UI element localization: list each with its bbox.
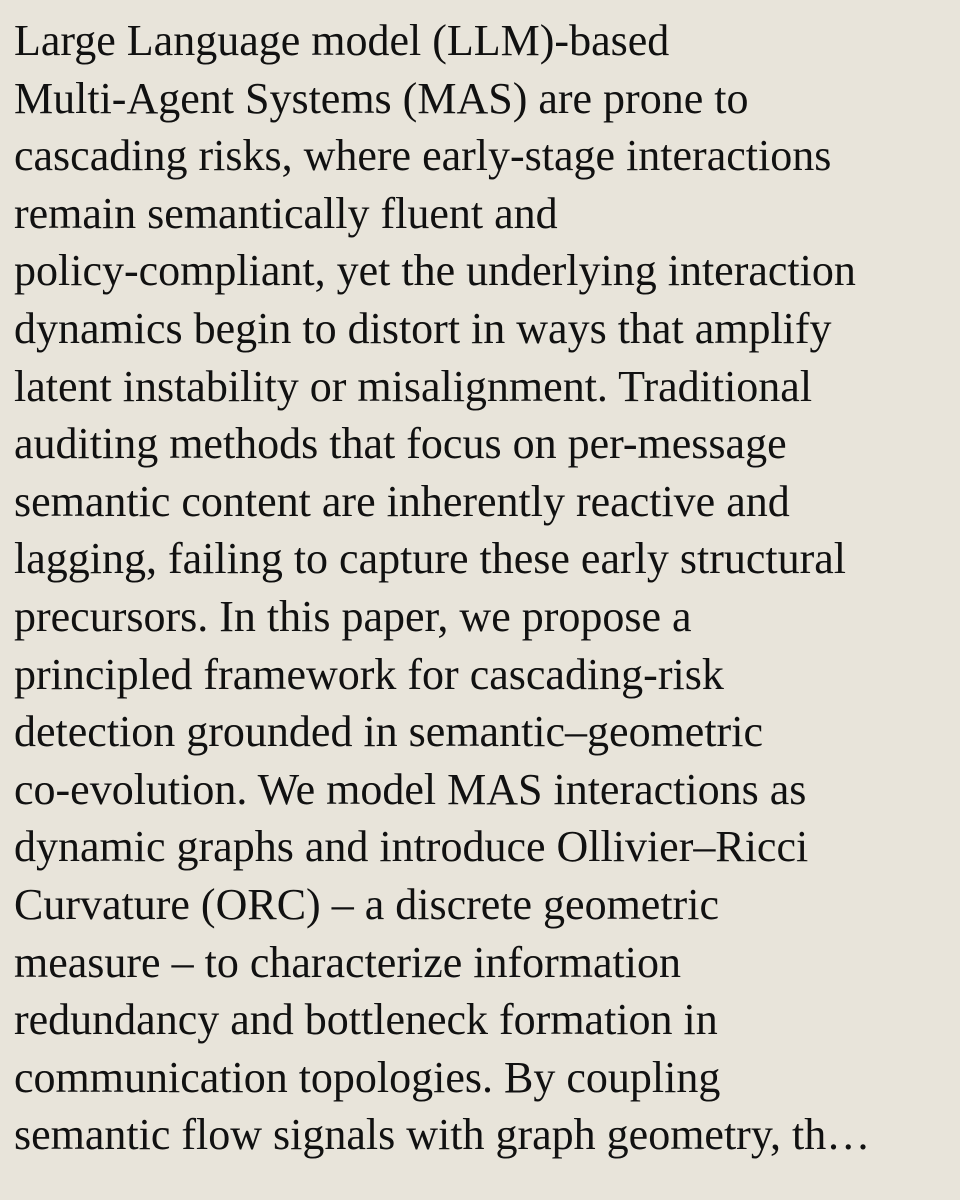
text-line: redundancy and bottleneck formation in [14, 995, 718, 1045]
text-line: Multi-Agent Systems (MAS) are prone to [14, 73, 749, 123]
text-line: latent instability or misalignment. Traditional [14, 361, 813, 411]
text-line: dynamics begin to distort in ways that amplify [14, 303, 832, 353]
text-line: communication topologies. By coupling [14, 1052, 721, 1102]
text-line: detection grounded in semantic–geometric [14, 707, 763, 757]
text-line: remain semantically fluent and [14, 188, 558, 238]
text-line: Large Language model (LLM)-based [14, 16, 670, 65]
text-line: co-evolution. We model MAS interactions as [14, 764, 807, 814]
text-line: cascading risks, where early-stage interactions [14, 131, 832, 181]
text-line: principled framework for cascading-risk [14, 649, 724, 699]
text-line: semantic flow signals with graph geometry, th… [14, 1110, 871, 1160]
text-line: policy-compliant, yet the underlying interaction [14, 246, 856, 296]
text-line: auditing methods that focus on per-message [14, 419, 787, 469]
text-line: precursors. In this paper, we propose a [14, 591, 692, 641]
abstract-text [14, 12, 954, 1164]
text-line: Curvature (ORC) – a discrete geometric [14, 879, 719, 929]
text-line: semantic content are inherently reactive and [14, 476, 790, 526]
text-line: measure – to characterize information [14, 937, 682, 987]
text-line: lagging, failing to capture these early structural [14, 534, 847, 584]
text-line: dynamic graphs and introduce Ollivier–Ricci [14, 822, 809, 872]
